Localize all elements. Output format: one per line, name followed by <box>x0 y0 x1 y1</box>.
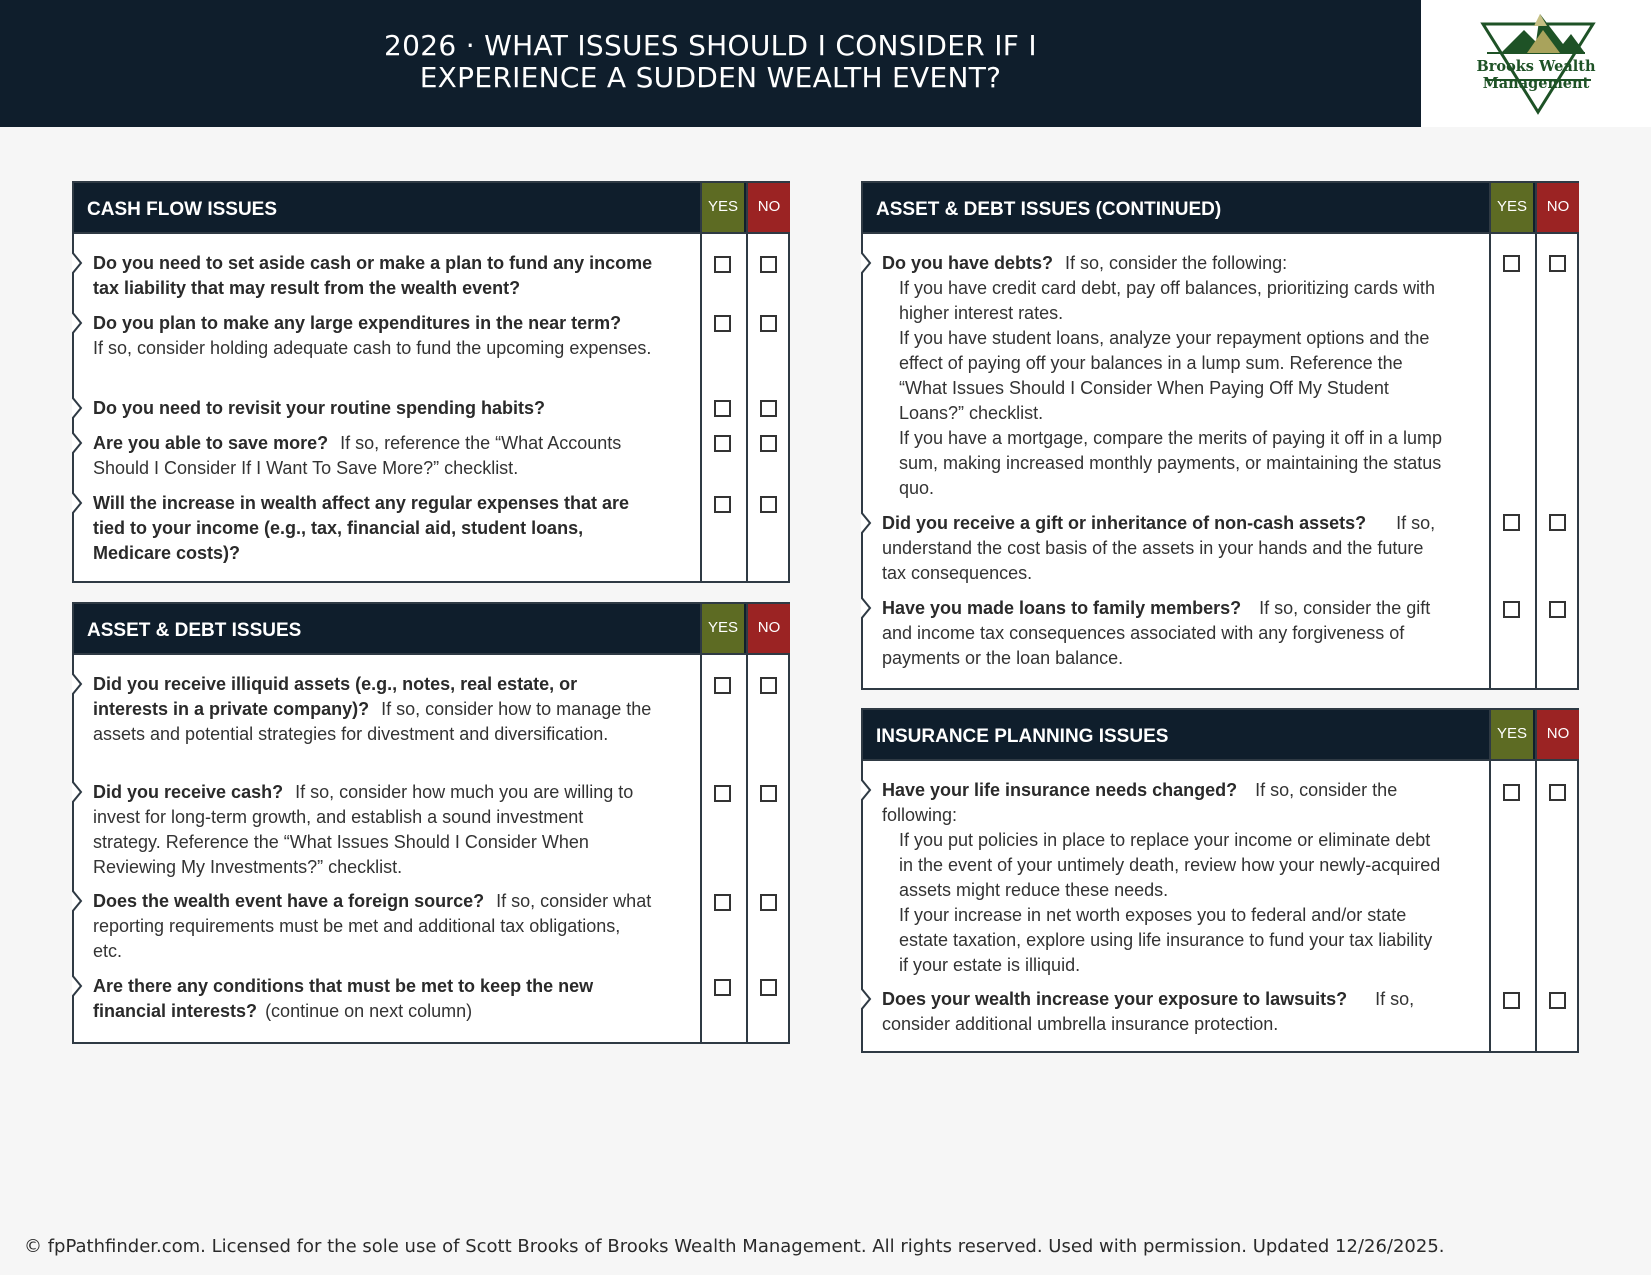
column-divider <box>1535 234 1537 688</box>
column-divider <box>700 655 702 1042</box>
bullet-arrow-icon <box>72 252 84 274</box>
list-item <box>882 778 1442 978</box>
panel-title: ASSET & DEBT ISSUES <box>87 620 302 641</box>
question-note: If so, consider how to manage the assets and potential strategies for divestment and diversification. <box>93 699 652 744</box>
panel-title: INSURANCE PLANNING ISSUES <box>876 726 1169 747</box>
bullet-arrow-icon <box>861 512 873 534</box>
page-title-line-1: 2026 · WHAT ISSUES SHOULD I CONSIDER IF I <box>384 29 1037 62</box>
page-title <box>0 30 1421 94</box>
yes-checkbox[interactable] <box>714 894 731 911</box>
no-column-header: NO <box>746 183 790 232</box>
list-item <box>93 491 653 566</box>
no-checkbox[interactable] <box>760 979 777 996</box>
list-item <box>93 396 673 421</box>
yes-checkbox[interactable] <box>714 435 731 452</box>
yes-checkbox[interactable] <box>714 256 731 273</box>
no-checkbox[interactable] <box>1549 514 1566 531</box>
logo <box>1421 0 1651 127</box>
bullet-arrow-icon <box>72 975 84 997</box>
no-checkbox[interactable] <box>760 894 777 911</box>
list-item <box>93 780 653 880</box>
list-item <box>93 974 653 1024</box>
bullet-arrow-icon <box>72 312 84 334</box>
column-divider <box>1489 234 1491 688</box>
sub-point: If you put policies in place to replace your income or eliminate debt in the event of your untimely death, review how your newly-acquired assets might reduce these needs. <box>899 830 1441 900</box>
asset-debt-panel <box>72 602 790 1044</box>
question-note: (continue on next column) <box>265 1001 473 1021</box>
yes-checkbox[interactable] <box>714 979 731 996</box>
question: Do you need to revisit your routine spending habits? <box>93 398 546 418</box>
insurance-planning-panel <box>861 708 1579 1053</box>
bullet-arrow-icon <box>861 597 873 619</box>
bullet-arrow-icon <box>72 432 84 454</box>
no-checkbox[interactable] <box>760 785 777 802</box>
no-checkbox[interactable] <box>1549 255 1566 272</box>
logo-text: Brooks Wealth Management <box>1476 58 1596 92</box>
question: Did you receive illiquid assets (e.g., notes, real estate, or interests in a private company)? <box>93 674 578 719</box>
list-item <box>882 987 1442 1037</box>
question: Do you plan to make any large expenditures in the near term? <box>93 313 622 333</box>
footer-copyright: © fpPathfinder.com. Licensed for the sole use of Scott Brooks of Brooks Wealth Management. All rights reserved. Used with permission. Updated 12/26/2025. <box>24 1236 1445 1257</box>
no-checkbox[interactable] <box>760 677 777 694</box>
no-checkbox[interactable] <box>760 400 777 417</box>
question: Does your wealth increase your exposure to lawsuits? <box>882 989 1348 1009</box>
yes-column-header: YES <box>1489 710 1533 759</box>
question-note: If so, consider what reporting requirements must be met and additional tax obligations, etc. <box>93 891 652 961</box>
question: Do you have debts? <box>882 253 1054 273</box>
panel-header <box>863 183 1577 234</box>
no-checkbox[interactable] <box>1549 601 1566 618</box>
question: Do you need to set aside cash or make a plan to fund any income tax liability that may result from the wealth event? <box>93 253 653 298</box>
list-item <box>93 251 653 301</box>
list-item <box>882 596 1450 671</box>
column-divider <box>700 234 702 581</box>
no-checkbox[interactable] <box>760 256 777 273</box>
yes-checkbox[interactable] <box>714 785 731 802</box>
list-item <box>882 511 1450 586</box>
sub-point: If you have credit card debt, pay off balances, prioritizing cards with higher interest rates. <box>899 278 1435 323</box>
yes-checkbox[interactable] <box>714 315 731 332</box>
column-divider <box>746 655 748 1042</box>
column-divider <box>746 234 748 581</box>
list-item <box>93 311 653 361</box>
column-divider <box>1535 761 1537 1051</box>
no-column-header: NO <box>746 604 790 653</box>
question: Did you receive cash? <box>93 782 284 802</box>
page-title-line-2: EXPERIENCE A SUDDEN WEALTH EVENT? <box>419 61 1002 94</box>
bullet-arrow-icon <box>861 779 873 801</box>
no-checkbox[interactable] <box>1549 784 1566 801</box>
bullet-arrow-icon <box>72 890 84 912</box>
sub-point: If you have student loans, analyze your repayment options and the effect of paying off your balances in a lump sum. Reference the “What Issues Should I Consider When Paying Off My Student Loans?” checklist. <box>899 328 1430 423</box>
no-column-header: NO <box>1535 710 1579 759</box>
question: Are there any conditions that must be met to keep the new financial interests? <box>93 976 594 1021</box>
yes-checkbox[interactable] <box>1503 992 1520 1009</box>
list-item <box>93 889 653 964</box>
question-note: If so, consider the gift and income tax consequences associated with any forgiveness of payments or the loan balance. <box>882 598 1431 668</box>
question-note: If so, understand the cost basis of the assets in your hands and the future tax consequences. <box>882 513 1436 583</box>
sub-point: If your increase in net worth exposes you to federal and/or state estate taxation, explore using life insurance to fund your tax liability if your estate is illiquid. <box>899 905 1433 975</box>
question-note: If so, consider the following: <box>882 780 1398 825</box>
list-item <box>93 672 653 747</box>
question: Will the increase in wealth affect any regular expenses that are tied to your income (e.g., tax, financial aid, student loans, Medicare costs)? <box>93 493 630 563</box>
bullet-arrow-icon <box>72 397 84 419</box>
question: Have your life insurance needs changed? <box>882 780 1238 800</box>
yes-checkbox[interactable] <box>1503 784 1520 801</box>
bullet-arrow-icon <box>72 673 84 695</box>
yes-checkbox[interactable] <box>1503 514 1520 531</box>
bullet-arrow-icon <box>861 988 873 1010</box>
asset-debt-continued-panel <box>861 181 1579 690</box>
question-note: If so, consider the following: <box>1065 253 1288 273</box>
question: Did you receive a gift or inheritance of non-cash assets? <box>882 513 1367 533</box>
header-bar <box>0 0 1421 127</box>
column-divider <box>1489 761 1491 1051</box>
sub-point: If you have a mortgage, compare the merits of paying it off in a lump sum, making increased monthly payments, or maintaining the status quo. <box>899 428 1442 498</box>
question-note: If so, consider how much you are willing to invest for long-term growth, and establish a sound investment strategy. Reference the “What Issues Should I Consider When Reviewing My Investments?” checklist. <box>93 782 634 877</box>
cash-flow-panel <box>72 181 790 583</box>
panel-title: CASH FLOW ISSUES <box>87 199 278 220</box>
no-checkbox[interactable] <box>760 315 777 332</box>
yes-column-header: YES <box>1489 183 1533 232</box>
bullet-arrow-icon <box>72 492 84 514</box>
question-note: If so, reference the “What Accounts Should I Consider If I Want To Save More?” checklist. <box>93 433 622 478</box>
panel-header <box>863 710 1577 761</box>
panel-header <box>74 183 788 234</box>
question-note: If so, consider holding adequate cash to fund the upcoming expenses. <box>93 338 652 358</box>
panel-title: ASSET & DEBT ISSUES (CONTINUED) <box>876 199 1222 220</box>
question: Are you able to save more? <box>93 433 329 453</box>
no-checkbox[interactable] <box>1549 992 1566 1009</box>
yes-checkbox[interactable] <box>714 496 731 513</box>
yes-column-header: YES <box>700 604 744 653</box>
list-item <box>882 251 1442 501</box>
question: Have you made loans to family members? <box>882 598 1242 618</box>
yes-checkbox[interactable] <box>714 677 731 694</box>
yes-checkbox[interactable] <box>1503 255 1520 272</box>
yes-checkbox[interactable] <box>714 400 731 417</box>
bullet-arrow-icon <box>861 252 873 274</box>
bullet-arrow-icon <box>72 781 84 803</box>
panel-header <box>74 604 788 655</box>
yes-column-header: YES <box>700 183 744 232</box>
yes-checkbox[interactable] <box>1503 601 1520 618</box>
no-checkbox[interactable] <box>760 435 777 452</box>
list-item <box>93 431 653 481</box>
question: Does the wealth event have a foreign source? <box>93 891 485 911</box>
no-column-header: NO <box>1535 183 1579 232</box>
no-checkbox[interactable] <box>760 496 777 513</box>
question-note: If so, consider additional umbrella insurance protection. <box>882 989 1415 1034</box>
